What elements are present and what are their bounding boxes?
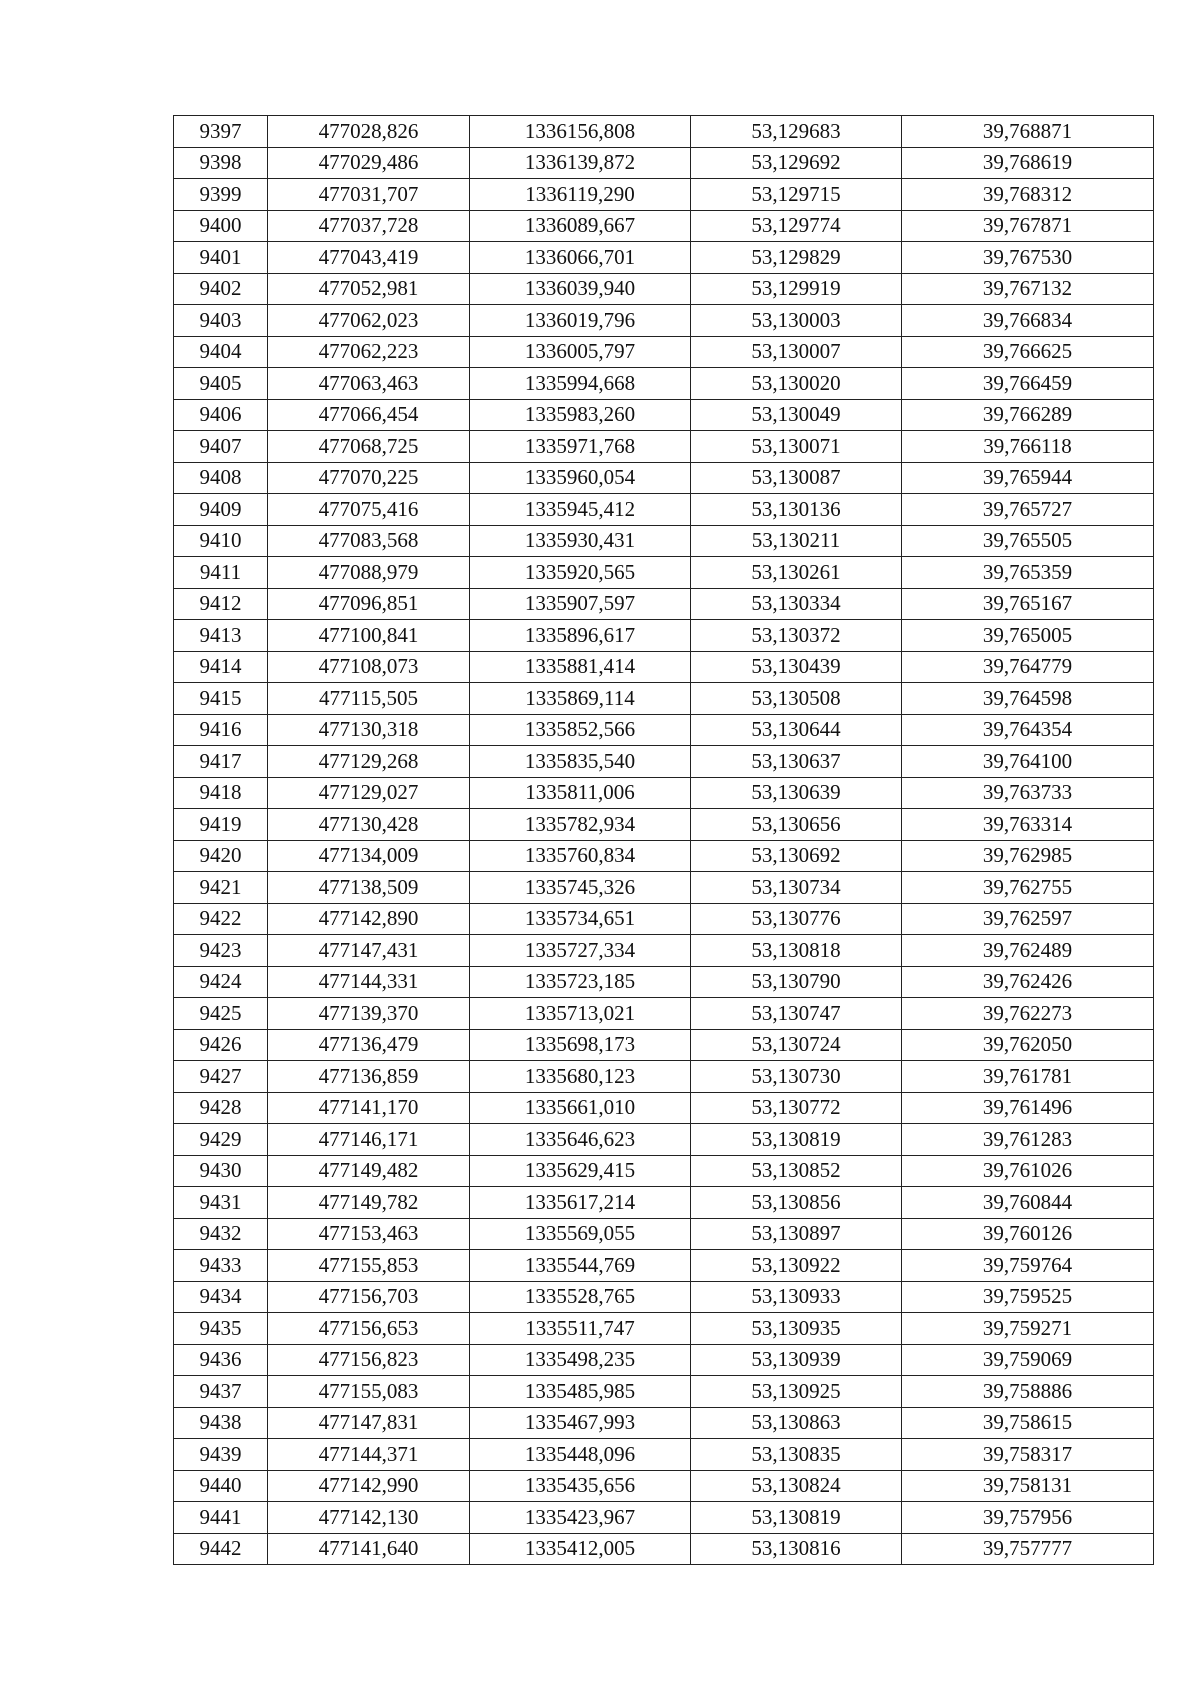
point-number-cell: 9437: [174, 1376, 268, 1408]
y-coordinate-cell: 1335412,005: [470, 1533, 691, 1565]
latitude-cell: 53,130261: [691, 557, 902, 589]
table-row: [174, 1029, 1154, 1061]
point-number-cell: 9429: [174, 1124, 268, 1156]
y-coordinate-cell: 1336066,701: [470, 242, 691, 274]
longitude-cell: 39,762755: [902, 872, 1154, 904]
x-coordinate-cell: 477068,725: [268, 431, 470, 463]
longitude-cell: 39,759069: [902, 1344, 1154, 1376]
latitude-cell: 53,130818: [691, 935, 902, 967]
longitude-cell: 39,758615: [902, 1407, 1154, 1439]
table-row: [174, 651, 1154, 683]
point-number-cell: 9415: [174, 683, 268, 715]
y-coordinate-cell: 1336019,796: [470, 305, 691, 337]
point-number-cell: 9414: [174, 651, 268, 683]
table-row: [174, 1344, 1154, 1376]
table-row: [174, 872, 1154, 904]
table-row: [174, 966, 1154, 998]
point-number-cell: 9399: [174, 179, 268, 211]
table-row: [174, 179, 1154, 211]
point-number-cell: 9428: [174, 1092, 268, 1124]
x-coordinate-cell: 477149,482: [268, 1155, 470, 1187]
latitude-cell: 53,130136: [691, 494, 902, 526]
latitude-cell: 53,130897: [691, 1218, 902, 1250]
x-coordinate-cell: 477075,416: [268, 494, 470, 526]
y-coordinate-cell: 1336005,797: [470, 336, 691, 368]
latitude-cell: 53,130087: [691, 462, 902, 494]
y-coordinate-cell: 1335713,021: [470, 998, 691, 1030]
latitude-cell: 53,130730: [691, 1061, 902, 1093]
x-coordinate-cell: 477134,009: [268, 840, 470, 872]
longitude-cell: 39,763733: [902, 777, 1154, 809]
table-row: [174, 714, 1154, 746]
point-number-cell: 9417: [174, 746, 268, 778]
y-coordinate-cell: 1335945,412: [470, 494, 691, 526]
longitude-cell: 39,764100: [902, 746, 1154, 778]
table-row: [174, 998, 1154, 1030]
y-coordinate-cell: 1335983,260: [470, 399, 691, 431]
table-row: [174, 525, 1154, 557]
longitude-cell: 39,763314: [902, 809, 1154, 841]
x-coordinate-cell: 477153,463: [268, 1218, 470, 1250]
longitude-cell: 39,767530: [902, 242, 1154, 274]
latitude-cell: 53,130007: [691, 336, 902, 368]
table-row: [174, 683, 1154, 715]
point-number-cell: 9424: [174, 966, 268, 998]
table-row: [174, 210, 1154, 242]
y-coordinate-cell: 1335920,565: [470, 557, 691, 589]
y-coordinate-cell: 1336156,808: [470, 116, 691, 148]
x-coordinate-cell: 477052,981: [268, 273, 470, 305]
longitude-cell: 39,762985: [902, 840, 1154, 872]
x-coordinate-cell: 477156,703: [268, 1281, 470, 1313]
longitude-cell: 39,757956: [902, 1502, 1154, 1534]
latitude-cell: 53,130816: [691, 1533, 902, 1565]
longitude-cell: 39,767132: [902, 273, 1154, 305]
latitude-cell: 53,130939: [691, 1344, 902, 1376]
latitude-cell: 53,130439: [691, 651, 902, 683]
x-coordinate-cell: 477100,841: [268, 620, 470, 652]
table-row: [174, 116, 1154, 148]
longitude-cell: 39,757777: [902, 1533, 1154, 1565]
latitude-cell: 53,130925: [691, 1376, 902, 1408]
latitude-cell: 53,129692: [691, 147, 902, 179]
x-coordinate-cell: 477144,331: [268, 966, 470, 998]
y-coordinate-cell: 1336139,872: [470, 147, 691, 179]
table-row: [174, 746, 1154, 778]
point-number-cell: 9397: [174, 116, 268, 148]
table-row: [174, 1061, 1154, 1093]
point-number-cell: 9418: [174, 777, 268, 809]
x-coordinate-cell: 477156,653: [268, 1313, 470, 1345]
y-coordinate-cell: 1335782,934: [470, 809, 691, 841]
point-number-cell: 9420: [174, 840, 268, 872]
point-number-cell: 9419: [174, 809, 268, 841]
y-coordinate-cell: 1335734,651: [470, 903, 691, 935]
table-row: [174, 1187, 1154, 1219]
table-row: [174, 777, 1154, 809]
latitude-cell: 53,130211: [691, 525, 902, 557]
x-coordinate-cell: 477144,371: [268, 1439, 470, 1471]
point-number-cell: 9434: [174, 1281, 268, 1313]
x-coordinate-cell: 477142,890: [268, 903, 470, 935]
longitude-cell: 39,762050: [902, 1029, 1154, 1061]
point-number-cell: 9430: [174, 1155, 268, 1187]
x-coordinate-cell: 477141,640: [268, 1533, 470, 1565]
table-row: [174, 273, 1154, 305]
x-coordinate-cell: 477043,419: [268, 242, 470, 274]
point-number-cell: 9440: [174, 1470, 268, 1502]
x-coordinate-cell: 477147,431: [268, 935, 470, 967]
x-coordinate-cell: 477066,454: [268, 399, 470, 431]
table-row: [174, 368, 1154, 400]
point-number-cell: 9435: [174, 1313, 268, 1345]
longitude-cell: 39,762426: [902, 966, 1154, 998]
y-coordinate-cell: 1335835,540: [470, 746, 691, 778]
table-row: [174, 840, 1154, 872]
x-coordinate-cell: 477147,831: [268, 1407, 470, 1439]
latitude-cell: 53,130922: [691, 1250, 902, 1282]
y-coordinate-cell: 1335435,656: [470, 1470, 691, 1502]
y-coordinate-cell: 1335723,185: [470, 966, 691, 998]
latitude-cell: 53,130656: [691, 809, 902, 841]
x-coordinate-cell: 477115,505: [268, 683, 470, 715]
x-coordinate-cell: 477156,823: [268, 1344, 470, 1376]
x-coordinate-cell: 477149,782: [268, 1187, 470, 1219]
y-coordinate-cell: 1336119,290: [470, 179, 691, 211]
point-number-cell: 9442: [174, 1533, 268, 1565]
y-coordinate-cell: 1335448,096: [470, 1439, 691, 1471]
x-coordinate-cell: 477028,826: [268, 116, 470, 148]
y-coordinate-cell: 1335881,414: [470, 651, 691, 683]
point-number-cell: 9404: [174, 336, 268, 368]
longitude-cell: 39,761781: [902, 1061, 1154, 1093]
x-coordinate-cell: 477062,023: [268, 305, 470, 337]
point-number-cell: 9401: [174, 242, 268, 274]
longitude-cell: 39,759525: [902, 1281, 1154, 1313]
x-coordinate-cell: 477136,859: [268, 1061, 470, 1093]
latitude-cell: 53,130637: [691, 746, 902, 778]
x-coordinate-cell: 477031,707: [268, 179, 470, 211]
longitude-cell: 39,766834: [902, 305, 1154, 337]
y-coordinate-cell: 1335727,334: [470, 935, 691, 967]
y-coordinate-cell: 1335485,985: [470, 1376, 691, 1408]
point-number-cell: 9409: [174, 494, 268, 526]
table-row: [174, 588, 1154, 620]
y-coordinate-cell: 1335498,235: [470, 1344, 691, 1376]
longitude-cell: 39,765359: [902, 557, 1154, 589]
longitude-cell: 39,765727: [902, 494, 1154, 526]
table-row: [174, 1407, 1154, 1439]
longitude-cell: 39,768619: [902, 147, 1154, 179]
y-coordinate-cell: 1335617,214: [470, 1187, 691, 1219]
y-coordinate-cell: 1335661,010: [470, 1092, 691, 1124]
y-coordinate-cell: 1335907,597: [470, 588, 691, 620]
table-row: [174, 305, 1154, 337]
latitude-cell: 53,130933: [691, 1281, 902, 1313]
table-row: [174, 1092, 1154, 1124]
table-row: [174, 462, 1154, 494]
y-coordinate-cell: 1335698,173: [470, 1029, 691, 1061]
x-coordinate-cell: 477108,073: [268, 651, 470, 683]
longitude-cell: 39,760126: [902, 1218, 1154, 1250]
y-coordinate-cell: 1335971,768: [470, 431, 691, 463]
table-row: [174, 1218, 1154, 1250]
x-coordinate-cell: 477155,853: [268, 1250, 470, 1282]
x-coordinate-cell: 477063,463: [268, 368, 470, 400]
x-coordinate-cell: 477130,428: [268, 809, 470, 841]
latitude-cell: 53,130734: [691, 872, 902, 904]
latitude-cell: 53,130863: [691, 1407, 902, 1439]
latitude-cell: 53,130049: [691, 399, 902, 431]
longitude-cell: 39,762489: [902, 935, 1154, 967]
x-coordinate-cell: 477136,479: [268, 1029, 470, 1061]
point-number-cell: 9405: [174, 368, 268, 400]
y-coordinate-cell: 1335629,415: [470, 1155, 691, 1187]
latitude-cell: 53,130334: [691, 588, 902, 620]
table-row: [174, 494, 1154, 526]
latitude-cell: 53,130372: [691, 620, 902, 652]
point-number-cell: 9407: [174, 431, 268, 463]
y-coordinate-cell: 1335569,055: [470, 1218, 691, 1250]
longitude-cell: 39,767871: [902, 210, 1154, 242]
y-coordinate-cell: 1335745,326: [470, 872, 691, 904]
point-number-cell: 9410: [174, 525, 268, 557]
table-row: [174, 1155, 1154, 1187]
longitude-cell: 39,759764: [902, 1250, 1154, 1282]
latitude-cell: 53,130819: [691, 1124, 902, 1156]
point-number-cell: 9426: [174, 1029, 268, 1061]
longitude-cell: 39,765005: [902, 620, 1154, 652]
y-coordinate-cell: 1335646,623: [470, 1124, 691, 1156]
latitude-cell: 53,130835: [691, 1439, 902, 1471]
table-row: [174, 809, 1154, 841]
y-coordinate-cell: 1335760,834: [470, 840, 691, 872]
table-row: [174, 431, 1154, 463]
latitude-cell: 53,130724: [691, 1029, 902, 1061]
point-number-cell: 9412: [174, 588, 268, 620]
latitude-cell: 53,130856: [691, 1187, 902, 1219]
longitude-cell: 39,764354: [902, 714, 1154, 746]
point-number-cell: 9436: [174, 1344, 268, 1376]
latitude-cell: 53,130020: [691, 368, 902, 400]
x-coordinate-cell: 477129,268: [268, 746, 470, 778]
x-coordinate-cell: 477139,370: [268, 998, 470, 1030]
latitude-cell: 53,129715: [691, 179, 902, 211]
latitude-cell: 53,130508: [691, 683, 902, 715]
latitude-cell: 53,130644: [691, 714, 902, 746]
longitude-cell: 39,766289: [902, 399, 1154, 431]
y-coordinate-cell: 1335869,114: [470, 683, 691, 715]
x-coordinate-cell: 477083,568: [268, 525, 470, 557]
x-coordinate-cell: 477142,130: [268, 1502, 470, 1534]
latitude-cell: 53,130824: [691, 1470, 902, 1502]
point-number-cell: 9402: [174, 273, 268, 305]
x-coordinate-cell: 477062,223: [268, 336, 470, 368]
latitude-cell: 53,130003: [691, 305, 902, 337]
x-coordinate-cell: 477130,318: [268, 714, 470, 746]
point-number-cell: 9408: [174, 462, 268, 494]
point-number-cell: 9425: [174, 998, 268, 1030]
point-number-cell: 9427: [174, 1061, 268, 1093]
x-coordinate-cell: 477142,990: [268, 1470, 470, 1502]
longitude-cell: 39,759271: [902, 1313, 1154, 1345]
longitude-cell: 39,761496: [902, 1092, 1154, 1124]
x-coordinate-cell: 477155,083: [268, 1376, 470, 1408]
y-coordinate-cell: 1335960,054: [470, 462, 691, 494]
longitude-cell: 39,765944: [902, 462, 1154, 494]
y-coordinate-cell: 1335511,747: [470, 1313, 691, 1345]
y-coordinate-cell: 1336039,940: [470, 273, 691, 305]
point-number-cell: 9431: [174, 1187, 268, 1219]
coordinates-table: [173, 115, 1154, 1565]
latitude-cell: 53,129774: [691, 210, 902, 242]
table-row: [174, 1124, 1154, 1156]
x-coordinate-cell: 477096,851: [268, 588, 470, 620]
x-coordinate-cell: 477141,170: [268, 1092, 470, 1124]
latitude-cell: 53,130747: [691, 998, 902, 1030]
latitude-cell: 53,129829: [691, 242, 902, 274]
table-row: [174, 147, 1154, 179]
latitude-cell: 53,130935: [691, 1313, 902, 1345]
y-coordinate-cell: 1335528,765: [470, 1281, 691, 1313]
table-row: [174, 1470, 1154, 1502]
longitude-cell: 39,761283: [902, 1124, 1154, 1156]
x-coordinate-cell: 477138,509: [268, 872, 470, 904]
longitude-cell: 39,766625: [902, 336, 1154, 368]
y-coordinate-cell: 1335994,668: [470, 368, 691, 400]
y-coordinate-cell: 1335544,769: [470, 1250, 691, 1282]
longitude-cell: 39,766459: [902, 368, 1154, 400]
x-coordinate-cell: 477029,486: [268, 147, 470, 179]
point-number-cell: 9403: [174, 305, 268, 337]
longitude-cell: 39,764779: [902, 651, 1154, 683]
point-number-cell: 9411: [174, 557, 268, 589]
y-coordinate-cell: 1335680,123: [470, 1061, 691, 1093]
table-row: [174, 1502, 1154, 1534]
point-number-cell: 9438: [174, 1407, 268, 1439]
latitude-cell: 53,129683: [691, 116, 902, 148]
longitude-cell: 39,766118: [902, 431, 1154, 463]
y-coordinate-cell: 1335467,993: [470, 1407, 691, 1439]
latitude-cell: 53,130790: [691, 966, 902, 998]
longitude-cell: 39,760844: [902, 1187, 1154, 1219]
y-coordinate-cell: 1335896,617: [470, 620, 691, 652]
latitude-cell: 53,129919: [691, 273, 902, 305]
latitude-cell: 53,130639: [691, 777, 902, 809]
longitude-cell: 39,768871: [902, 116, 1154, 148]
table-row: [174, 1376, 1154, 1408]
table-row: [174, 1250, 1154, 1282]
longitude-cell: 39,768312: [902, 179, 1154, 211]
table-row: [174, 1533, 1154, 1565]
table-row: [174, 1439, 1154, 1471]
latitude-cell: 53,130071: [691, 431, 902, 463]
point-number-cell: 9406: [174, 399, 268, 431]
point-number-cell: 9413: [174, 620, 268, 652]
table-row: [174, 336, 1154, 368]
point-number-cell: 9441: [174, 1502, 268, 1534]
x-coordinate-cell: 477088,979: [268, 557, 470, 589]
x-coordinate-cell: 477129,027: [268, 777, 470, 809]
y-coordinate-cell: 1336089,667: [470, 210, 691, 242]
longitude-cell: 39,765167: [902, 588, 1154, 620]
point-number-cell: 9422: [174, 903, 268, 935]
x-coordinate-cell: 477146,171: [268, 1124, 470, 1156]
y-coordinate-cell: 1335811,006: [470, 777, 691, 809]
coordinates-table-body: [174, 116, 1154, 1565]
table-row: [174, 903, 1154, 935]
table-row: [174, 399, 1154, 431]
table-row: [174, 242, 1154, 274]
y-coordinate-cell: 1335852,566: [470, 714, 691, 746]
longitude-cell: 39,758317: [902, 1439, 1154, 1471]
table-row: [174, 557, 1154, 589]
x-coordinate-cell: 477037,728: [268, 210, 470, 242]
longitude-cell: 39,762597: [902, 903, 1154, 935]
x-coordinate-cell: 477070,225: [268, 462, 470, 494]
y-coordinate-cell: 1335930,431: [470, 525, 691, 557]
latitude-cell: 53,130852: [691, 1155, 902, 1187]
y-coordinate-cell: 1335423,967: [470, 1502, 691, 1534]
latitude-cell: 53,130772: [691, 1092, 902, 1124]
latitude-cell: 53,130776: [691, 903, 902, 935]
latitude-cell: 53,130692: [691, 840, 902, 872]
table-row: [174, 620, 1154, 652]
longitude-cell: 39,758886: [902, 1376, 1154, 1408]
table-row: [174, 1281, 1154, 1313]
point-number-cell: 9433: [174, 1250, 268, 1282]
point-number-cell: 9400: [174, 210, 268, 242]
table-row: [174, 935, 1154, 967]
point-number-cell: 9439: [174, 1439, 268, 1471]
longitude-cell: 39,762273: [902, 998, 1154, 1030]
point-number-cell: 9432: [174, 1218, 268, 1250]
longitude-cell: 39,758131: [902, 1470, 1154, 1502]
table-row: [174, 1313, 1154, 1345]
longitude-cell: 39,761026: [902, 1155, 1154, 1187]
point-number-cell: 9398: [174, 147, 268, 179]
point-number-cell: 9423: [174, 935, 268, 967]
point-number-cell: 9421: [174, 872, 268, 904]
longitude-cell: 39,765505: [902, 525, 1154, 557]
longitude-cell: 39,764598: [902, 683, 1154, 715]
latitude-cell: 53,130819: [691, 1502, 902, 1534]
point-number-cell: 9416: [174, 714, 268, 746]
